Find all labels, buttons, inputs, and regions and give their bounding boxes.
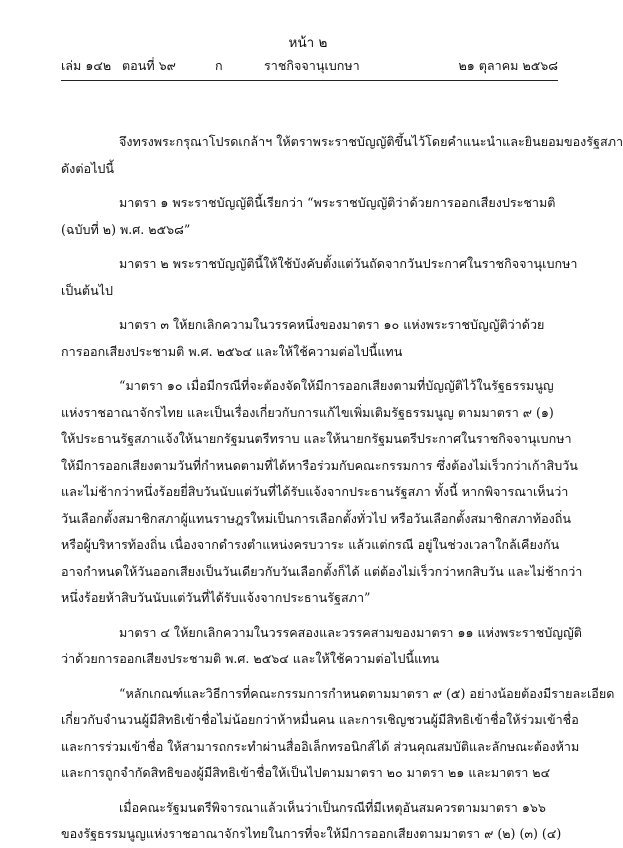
text-line: ของรัฐธรรมนูญแห่งราชอาณาจักรไทยในการที่จะให้มีการออกเสียงตามมาตรา ๙ (๒) (๓) (๔) <box>61 826 562 841</box>
header-divider <box>61 80 558 81</box>
text-line: แห่งราชอาณาจักรไทย และเป็นเรื่องเกี่ยวกับการแก้ไขเพิ่มเติมรัฐธรรมนูญ ตามมาตรา ๙ (๑) <box>61 404 554 420</box>
text-line: และไม่ช้ากว่าหนึ่งร้อยยี่สิบวันนับแต่วันที่ได้รับแจ้งจากประธานรัฐสภา ทั้งนี้ หากพิจารณาเห็นว่า <box>61 484 569 499</box>
text-line: หรือผู้บริหารท้องถิ่น เนื่องจากดำรงตำแหน่งครบวาระ แล้วแต่กรณี อยู่ในช่วงเวลาใกล้เคียงกัน <box>61 537 560 552</box>
amended-section-10 <box>61 373 583 612</box>
text-line: เมื่อคณะรัฐมนตรีพิจารณาแล้วเห็นว่าเป็นกรณีที่มีเหตุอันสมควรตามมาตรา ๑๖๖ <box>119 799 546 815</box>
amended-section-11 <box>61 681 615 787</box>
section-1 <box>61 190 558 243</box>
section-2 <box>61 251 578 304</box>
text-line: จึงทรงพระกรุณาโปรดเกล้าฯ ให้ตราพระราชบัญญัติขึ้นไว้โดยคำแนะนำและยินยอมของรัฐสภา <box>119 134 623 149</box>
text-line: เกี่ยวกับจำนวนผู้มีสิทธิเข้าชื่อไม่น้อยกว่าห้าหมื่นคน และการเชิญชวนผู้มีสิทธิเข้าชื่อให้ร่วมเข้าชื่อ <box>61 712 579 727</box>
text-line: เป็นต้นไป <box>61 282 114 298</box>
gazette-name: ราชกิจจานุเบกษา <box>264 58 360 73</box>
section-letter: ก <box>215 58 223 73</box>
text-line: ให้มีการออกเสียงตามวันที่กำหนดตามที่ได้หารือร่วมกับคณะกรรมการ ซึ่งต้องไม่เร็วกว่าเก้าสิบวัน <box>61 457 578 473</box>
text-line: และการร่วมเข้าชื่อ ให้สามารถกระทำผ่านสื่ออิเล็กทรอนิกส์ได้ ส่วนคุณสมบัติและลักษณะต้องห้าม <box>61 738 580 754</box>
text-line: ให้ประธานรัฐสภาแจ้งให้นายกรัฐมนตรีทราบ และให้นายกรัฐมนตรีประกาศในราชกิจจานุเบกษา <box>61 431 572 446</box>
text-line: มาตรา ๑ พระราชบัญญัตินี้เรียกว่า “พระราชบัญญัติว่าด้วยการออกเสียงประชามติ <box>119 195 556 210</box>
text-line: (ฉบับที่ ๒) พ.ศ. ๒๕๖๘” <box>61 221 191 237</box>
section-3 <box>61 312 558 365</box>
text-line: มาตรา ๒ พระราชบัญญัตินี้ให้ใช้บังคับตั้งแต่วันถัดจากวันประกาศในราชกิจจานุเบกษา <box>119 256 578 271</box>
page-number: หน้า ๒ <box>288 35 328 51</box>
text-line: หนึ่งร้อยห้าสิบวันนับแต่วันที่ได้รับแจ้งจากประธานรัฐสภา” <box>61 590 371 605</box>
text-line: วันเลือกตั้งสมาชิกสภาผู้แทนราษฎรใหม่เป็นการเลือกตั้งทั่วไป หรือวันเลือกตั้งสมาชิกสภาท้องถิ่น <box>61 510 572 526</box>
text-line: และการถูกจำกัดสิทธิของผู้มีสิทธิเข้าชื่อให้เป็นไปตามมาตรา ๒๐ มาตรา ๒๑ และมาตรา ๒๔ <box>61 765 551 780</box>
section-4 <box>61 620 582 673</box>
text-line: “หลักเกณฑ์และวิธีการที่คณะกรรมการกำหนดตามมาตรา ๙ (๕) อย่างน้อยต้องมีรายละเอียด <box>119 685 615 701</box>
volume-number: เล่ม ๑๔๒ <box>61 58 112 73</box>
enacting-clause <box>61 129 623 182</box>
publication-date: ๒๑ ตุลาคม ๒๕๖๘ <box>458 58 558 73</box>
text-line: การออกเสียงประชามติ พ.ศ. ๒๕๖๔ และให้ใช้ความต่อไปนี้แทน <box>61 343 403 359</box>
text-line: มาตรา ๔ ให้ยกเลิกความในวรรคสองและวรรคสามของมาตรา ๑๑ แห่งพระราชบัญญัติ <box>119 624 582 640</box>
cabinet-paragraph <box>61 795 562 848</box>
text-line: “มาตรา ๑๐ เมื่อมีกรณีที่จะต้องจัดให้มีการออกเสียงตามที่บัญญัติไว้ในรัฐธรรมนูญ <box>119 378 554 393</box>
text-line: มาตรา ๓ ให้ยกเลิกความในวรรคหนึ่งของมาตรา ๑๐ แห่งพระราชบัญญัติว่าด้วย <box>119 317 545 332</box>
gazette-header <box>61 56 558 74</box>
part-number: ตอนที่ ๖๙ <box>122 58 176 73</box>
document-body <box>61 129 623 848</box>
text-line: ดังต่อไปนี้ <box>61 160 115 176</box>
text-line: อาจกำหนดให้วันออกเสียงเป็นวันเดียวกับวันเลือกตั้งก็ได้ แต่ต้องไม่เร็วกว่าหกสิบวัน และไม่ช้ากว่า <box>61 563 583 579</box>
text-line: ว่าด้วยการออกเสียงประชามติ พ.ศ. ๒๕๖๔ และให้ใช้ความต่อไปนี้แทน <box>61 651 440 666</box>
